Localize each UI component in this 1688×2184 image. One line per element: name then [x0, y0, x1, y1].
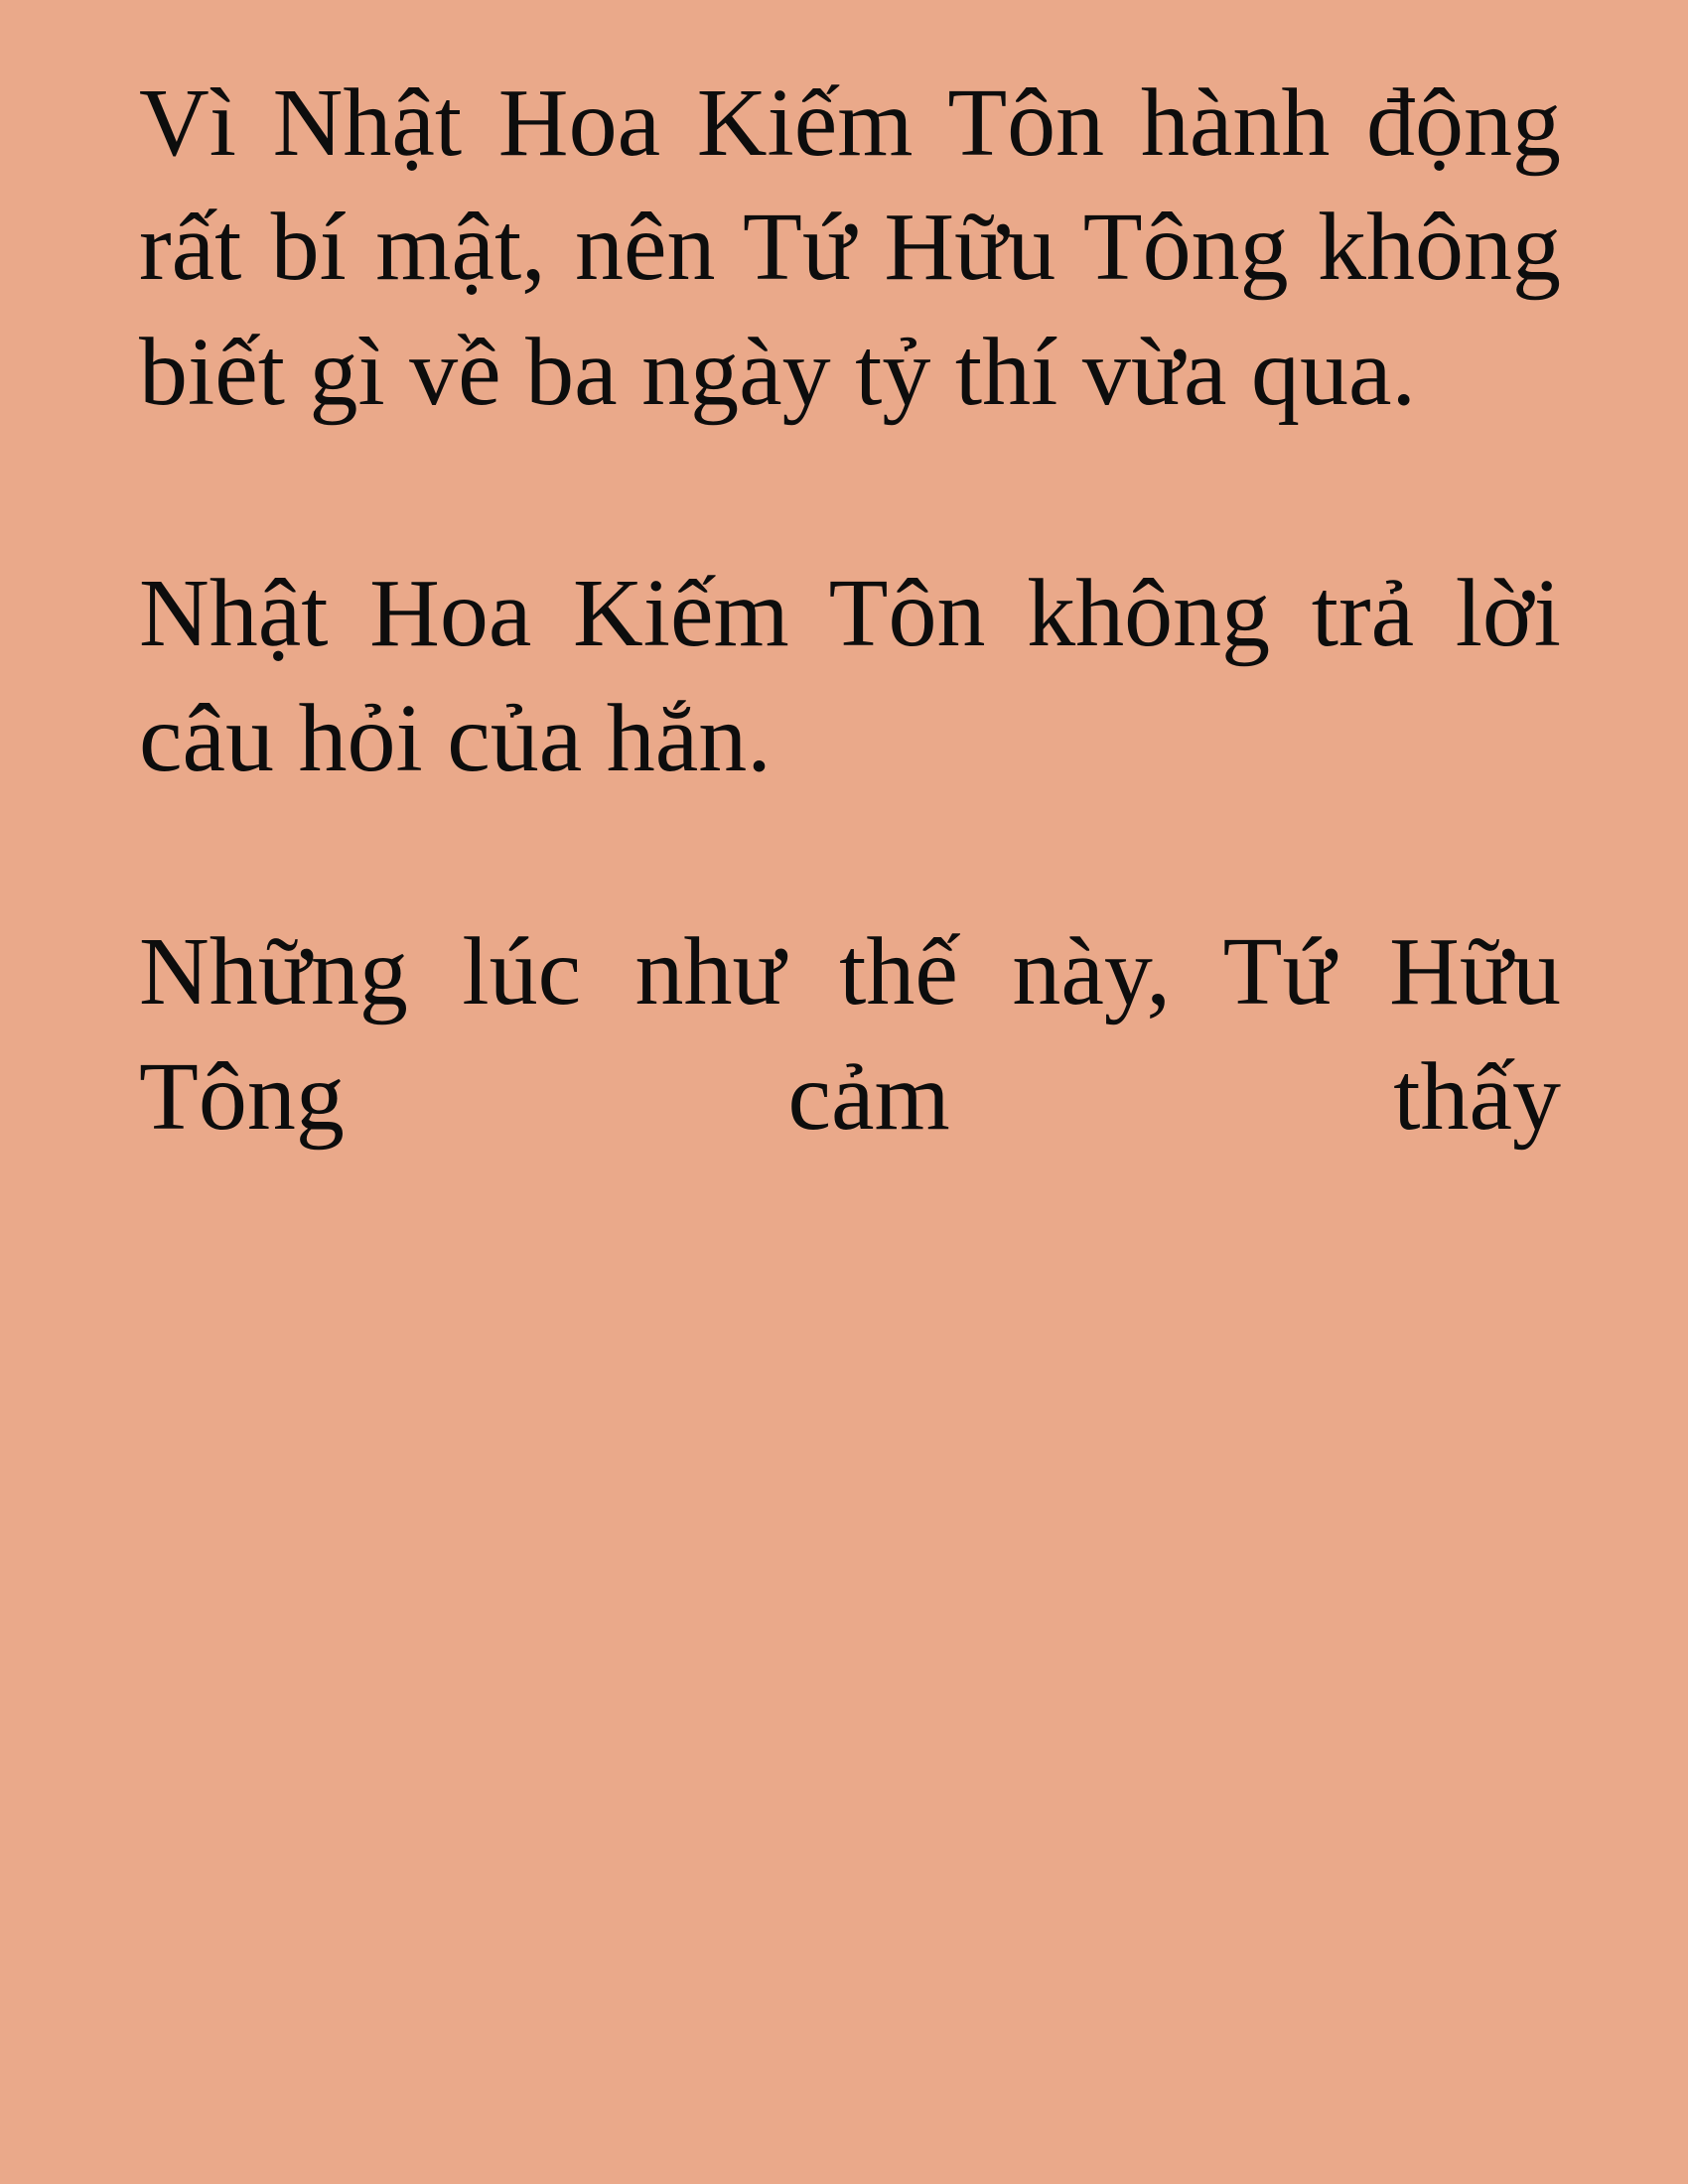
- paragraph-1: Vì Nhật Hoa Kiếm Tôn hành động rất bí mật, nên Tứ Hữu Tông không biết gì về ba ngày tỷ thí vừa qua.: [139, 69, 1561, 426]
- paragraph-3: Những lúc như thế này, Tứ Hữu Tông cảm thấy: [139, 918, 1561, 1151]
- paragraph-spacer-2: [139, 801, 1561, 910]
- paragraph-spacer-1: [139, 435, 1561, 552]
- paragraph-2: Nhật Hoa Kiếm Tôn không trả lời câu hỏi của hắn.: [139, 560, 1561, 792]
